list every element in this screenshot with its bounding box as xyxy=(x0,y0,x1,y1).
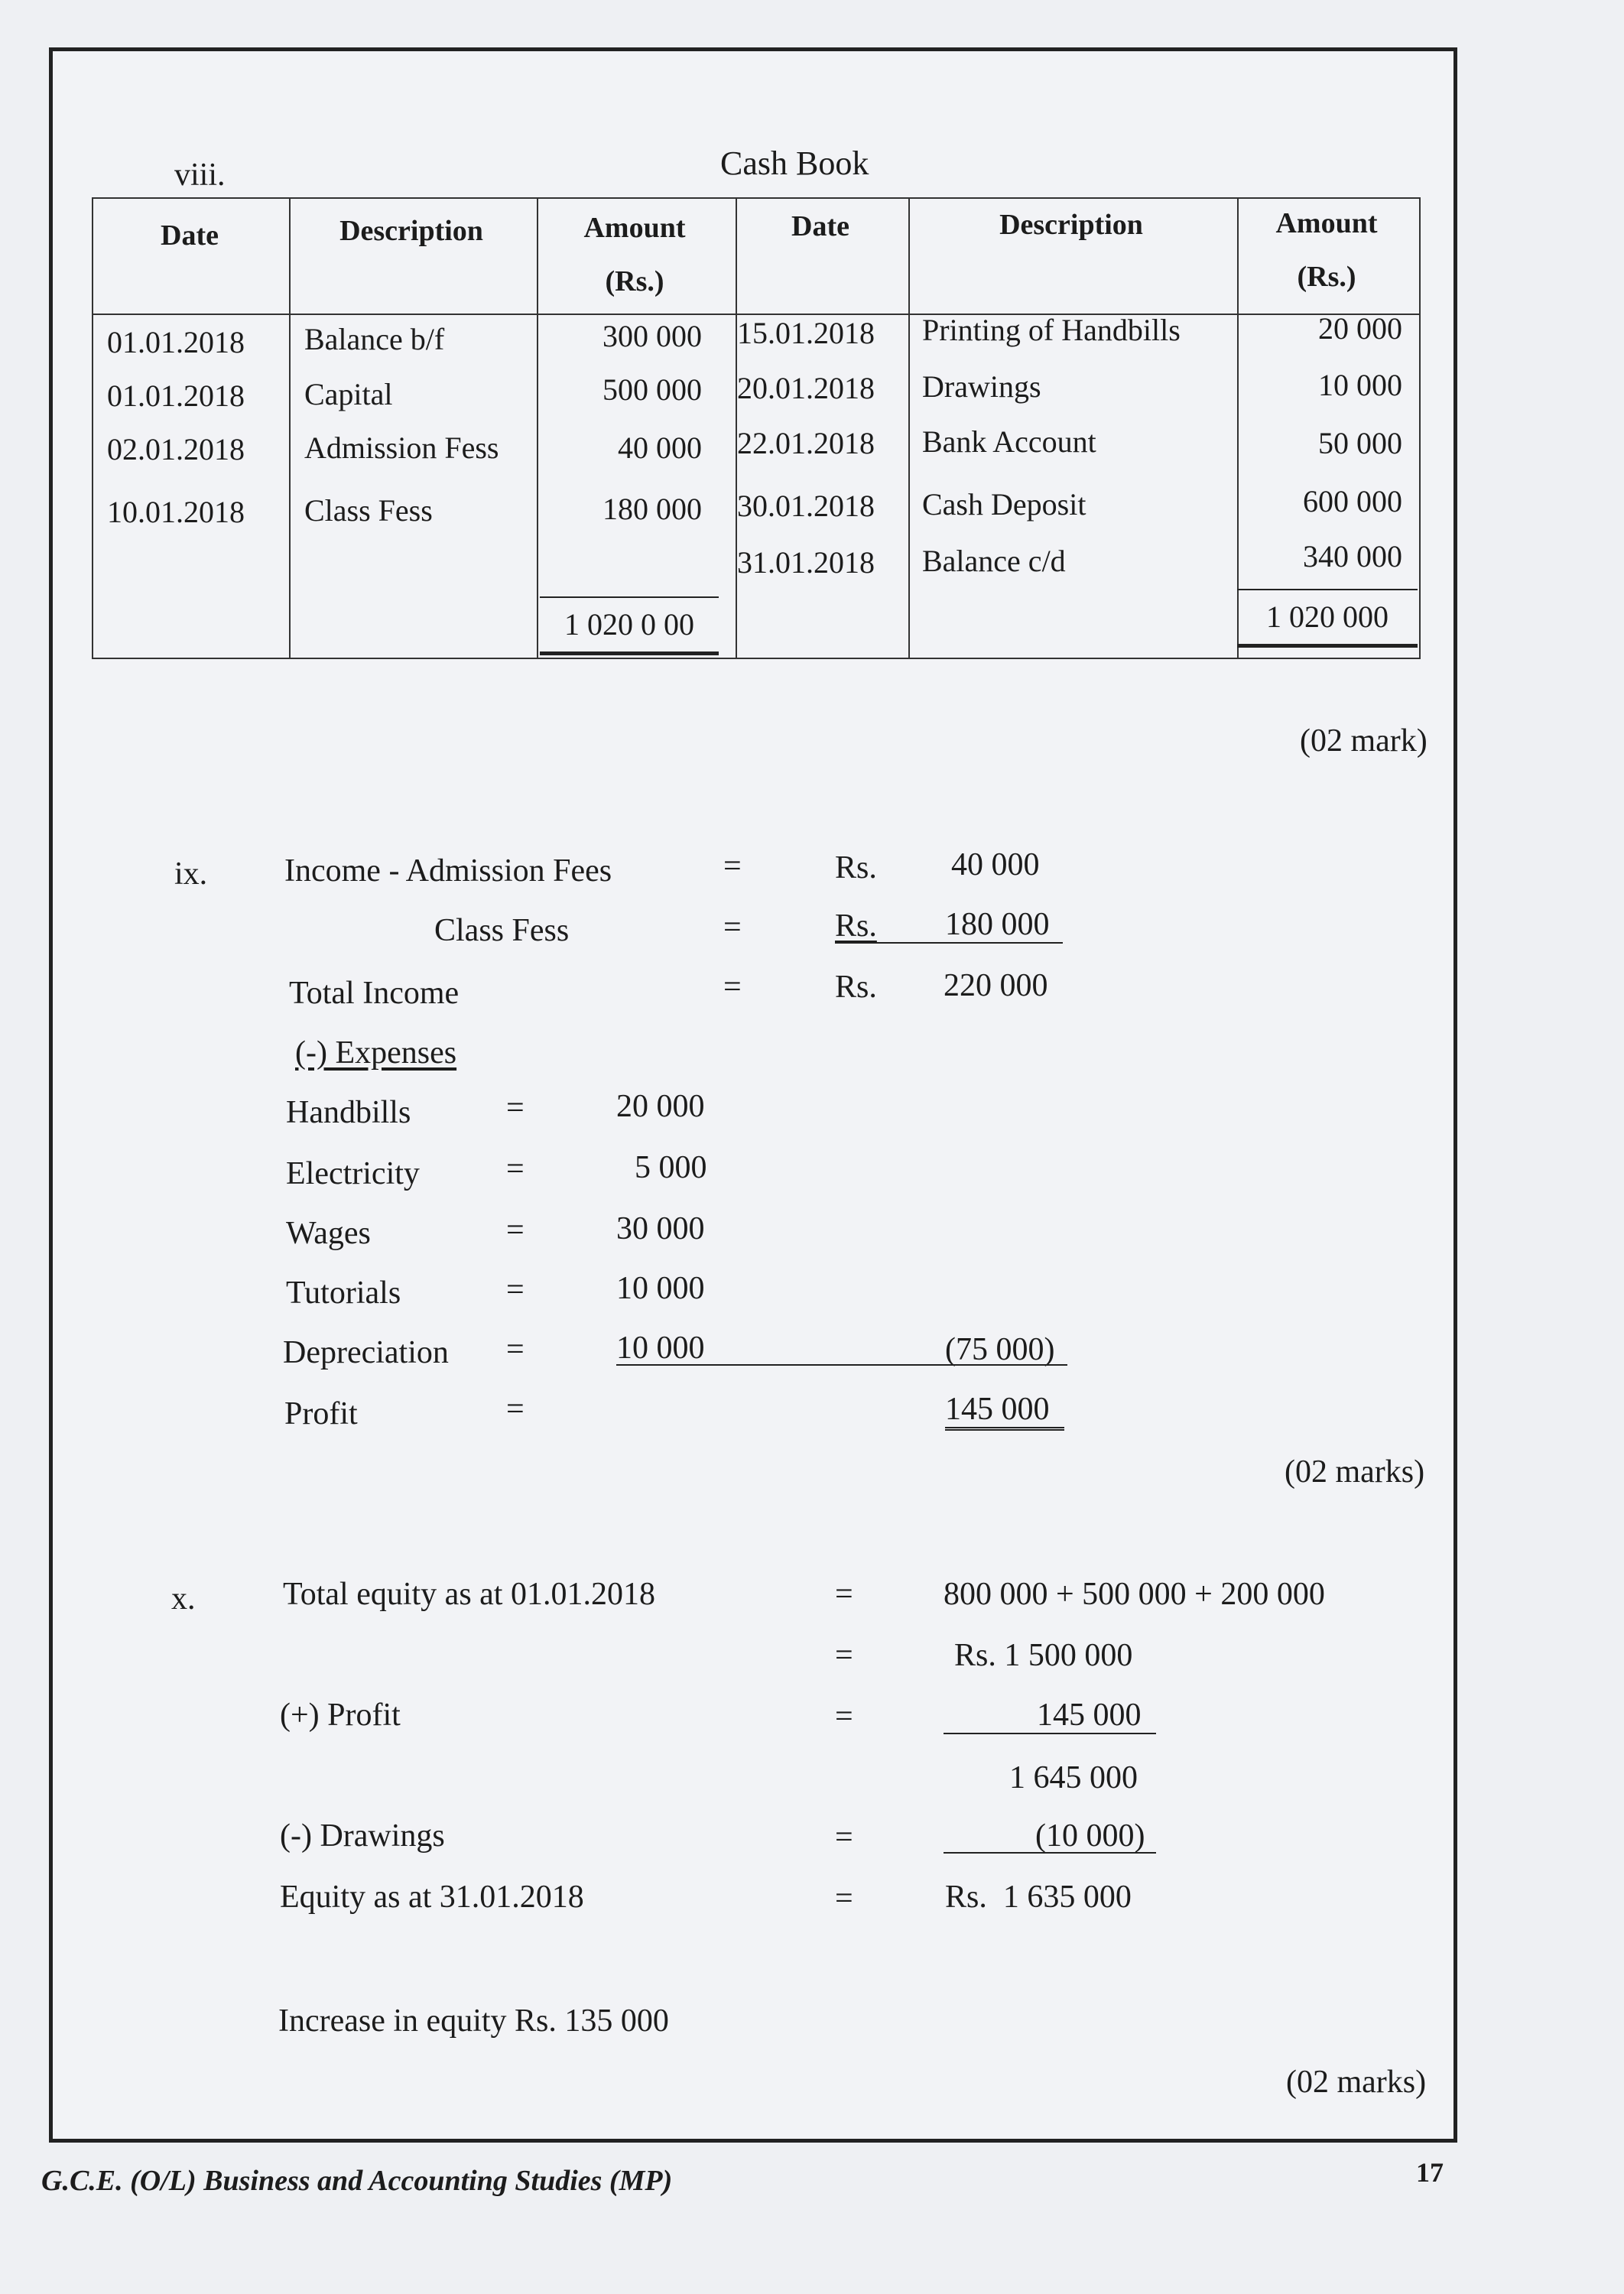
income-class-value: 180 000 xyxy=(945,907,1050,942)
expense-wages-label: Wages xyxy=(286,1216,371,1251)
income-admission-eq: = xyxy=(723,849,742,884)
expense-depreciation-label: Depreciation xyxy=(283,1335,449,1370)
closing-equity-eq: = xyxy=(835,1881,853,1916)
expense-electricity-value: 5 000 xyxy=(635,1150,707,1185)
section-ix-number: ix. xyxy=(174,856,208,892)
credit-row-3-date: 22.01.2018 xyxy=(737,426,875,460)
debit-row-1-amount: 300 000 xyxy=(603,319,702,353)
profit-eq: = xyxy=(506,1392,525,1427)
expense-handbills-label: Handbills xyxy=(286,1095,411,1130)
header-amount-debit: Amount xyxy=(583,212,686,244)
income-admission-rs: Rs. xyxy=(835,850,877,885)
credit-row-5-desc: Balance c/d xyxy=(922,544,1066,578)
debit-row-3-amount: 40 000 xyxy=(618,431,702,465)
credit-row-1-desc: Printing of Handbills xyxy=(922,313,1181,347)
debit-total: 1 020 0 00 xyxy=(540,596,719,655)
debit-row-3-date: 02.01.2018 xyxy=(107,432,245,466)
debit-row-1-date: 01.01.2018 xyxy=(107,325,245,359)
header-currency-credit: (Rs.) xyxy=(1297,261,1356,293)
credit-row-4-date: 30.01.2018 xyxy=(737,489,875,523)
opening-equity-value: Rs. 1 500 000 xyxy=(954,1638,1133,1673)
header-description-credit: Description xyxy=(999,209,1143,241)
total-income-value: 220 000 xyxy=(944,968,1048,1003)
expense-depreciation-eq: = xyxy=(506,1332,525,1367)
opening-equity-label: Total equity as at 01.01.2018 xyxy=(283,1577,655,1612)
credit-row-3-desc: Bank Account xyxy=(922,424,1096,459)
section-viii-number: viii. xyxy=(174,158,226,193)
expenses-heading: (-) Expenses xyxy=(295,1035,457,1071)
debit-row-2-desc: Capital xyxy=(304,377,393,411)
credit-row-4-desc: Cash Deposit xyxy=(922,487,1086,522)
equity-subtotal: 1 645 000 xyxy=(1009,1760,1138,1795)
closing-equity-label: Equity as at 31.01.2018 xyxy=(280,1880,584,1915)
income-class-eq: = xyxy=(723,910,742,945)
income-admission-label: Income - Admission Fees xyxy=(284,853,612,889)
expense-wages-value: 30 000 xyxy=(616,1211,705,1246)
expense-tutorials-label: Tutorials xyxy=(286,1275,401,1311)
page-number: 17 xyxy=(1416,2157,1444,2188)
debit-row-1-desc: Balance b/f xyxy=(304,322,445,356)
profit-value: 145 000 xyxy=(945,1392,1050,1427)
header-amount-credit: Amount xyxy=(1275,207,1378,239)
footer-title: G.C.E. (O/L) Business and Accounting Studies (MP) xyxy=(41,2165,673,2197)
expense-electricity-eq: = xyxy=(506,1152,525,1187)
debit-row-3-desc: Admission Fess xyxy=(304,431,499,465)
income-admission-value: 40 000 xyxy=(951,847,1040,882)
profit-double-underline xyxy=(945,1427,1064,1431)
section-x-number: x. xyxy=(171,1581,196,1617)
credit-row-5-date: 31.01.2018 xyxy=(737,545,875,580)
income-class-label: Class Fess xyxy=(434,913,570,948)
header-date-credit: Date xyxy=(791,210,849,242)
expense-tutorials-value: 10 000 xyxy=(616,1271,705,1306)
equity-profit-underline xyxy=(944,1733,1156,1734)
credit-row-2-amount: 10 000 xyxy=(1318,368,1402,402)
income-marks: (02 marks) xyxy=(1285,1454,1425,1490)
debit-row-2-date: 01.01.2018 xyxy=(107,379,245,413)
credit-row-2-desc: Drawings xyxy=(922,369,1041,404)
cashbook-marks: (02 mark) xyxy=(1300,723,1427,759)
equity-profit-eq: = xyxy=(835,1699,853,1734)
total-income-eq: = xyxy=(723,970,742,1005)
header-date-debit: Date xyxy=(161,219,219,252)
drawings-underline xyxy=(944,1852,1156,1854)
equity-marks: (02 marks) xyxy=(1286,2065,1427,2100)
profit-label: Profit xyxy=(284,1396,358,1431)
opening-equity-calc: 800 000 + 500 000 + 200 000 xyxy=(944,1577,1325,1612)
expenses-underline xyxy=(616,1364,1067,1366)
expense-handbills-value: 20 000 xyxy=(616,1089,705,1124)
credit-row-4-amount: 600 000 xyxy=(1303,484,1402,518)
total-income-rs: Rs. xyxy=(835,970,877,1005)
credit-row-1-amount: 20 000 xyxy=(1318,311,1402,346)
credit-total: 1 020 000 xyxy=(1237,589,1418,648)
closing-equity-value: Rs. 1 635 000 xyxy=(945,1880,1132,1915)
debit-row-4-amount: 180 000 xyxy=(603,492,702,526)
debit-row-4-date: 10.01.2018 xyxy=(107,495,245,529)
cashbook-title: Cash Book xyxy=(720,145,869,182)
expense-handbills-eq: = xyxy=(506,1090,525,1126)
opening-equity-value-eq: = xyxy=(835,1638,853,1673)
credit-row-1-date: 15.01.2018 xyxy=(737,316,875,350)
drawings-value: (10 000) xyxy=(1035,1818,1145,1854)
expense-electricity-label: Electricity xyxy=(286,1156,420,1191)
debit-row-2-amount: 500 000 xyxy=(603,372,702,407)
income-class-underline xyxy=(835,942,1063,944)
credit-row-3-amount: 50 000 xyxy=(1318,426,1402,460)
equity-profit-label: (+) Profit xyxy=(280,1698,401,1733)
header-description-debit: Description xyxy=(339,215,483,247)
expense-depreciation-value: 10 000 xyxy=(616,1331,705,1366)
opening-equity-eq: = xyxy=(835,1577,853,1612)
debit-row-4-desc: Class Fess xyxy=(304,493,433,528)
income-class-rs: Rs. xyxy=(835,908,877,944)
credit-row-2-date: 20.01.2018 xyxy=(737,371,875,405)
drawings-label: (-) Drawings xyxy=(280,1818,445,1854)
header-currency-debit: (Rs.) xyxy=(605,265,664,297)
credit-row-5-amount: 340 000 xyxy=(1303,539,1402,574)
equity-profit-value: 145 000 xyxy=(1037,1698,1142,1733)
increase-in-equity: Increase in equity Rs. 135 000 xyxy=(278,2003,669,2039)
expenses-total: (75 000) xyxy=(945,1332,1055,1367)
drawings-eq: = xyxy=(835,1820,853,1855)
expense-tutorials-eq: = xyxy=(506,1272,525,1308)
expense-wages-eq: = xyxy=(506,1213,525,1248)
total-income-label: Total Income xyxy=(289,976,460,1011)
